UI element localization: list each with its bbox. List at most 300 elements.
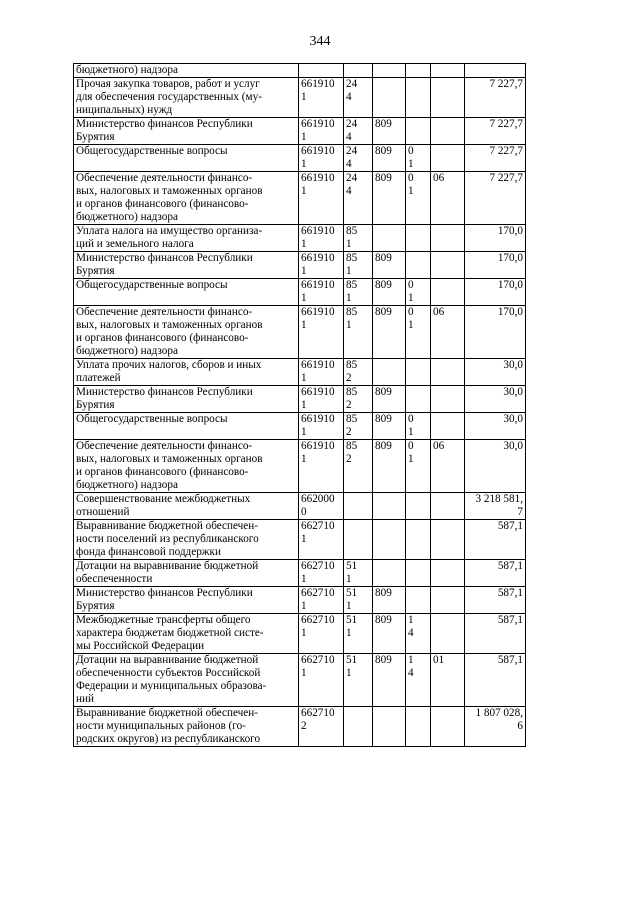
cell-section xyxy=(406,118,431,145)
cell-administrator xyxy=(373,587,406,614)
cell-text-line: 661910 xyxy=(301,252,335,264)
cell-text-line: Министерство финансов Республики xyxy=(76,252,253,264)
table-row xyxy=(74,172,526,225)
cell-text-line: 24 xyxy=(346,78,358,90)
cell-text-line: 661910 xyxy=(301,225,335,237)
cell-text-line: 1 xyxy=(408,614,414,626)
cell-text-line: 6 xyxy=(517,720,523,732)
cell-text-line: 24 xyxy=(346,172,358,184)
cell-section xyxy=(406,252,431,279)
cell-amount xyxy=(465,359,526,386)
cell-text-line: 170,0 xyxy=(497,252,523,264)
cell-subsection xyxy=(431,413,465,440)
cell-text-line: 2 xyxy=(346,399,352,411)
cell-target-article xyxy=(299,493,344,520)
cell-text-line: 24 xyxy=(346,145,358,157)
cell-target-article xyxy=(299,225,344,252)
cell-target-article xyxy=(299,252,344,279)
cell-text-line: 1 xyxy=(408,185,414,197)
cell-name xyxy=(74,145,299,172)
cell-subsection xyxy=(431,440,465,493)
cell-target-article xyxy=(299,440,344,493)
cell-text-line: Уплата прочих налогов, сборов и иных xyxy=(76,359,262,371)
cell-text-line: 661910 xyxy=(301,172,335,184)
cell-administrator xyxy=(373,279,406,306)
cell-text-line: 1 xyxy=(301,131,307,143)
cell-text-line: 85 xyxy=(346,279,358,291)
cell-expense-type xyxy=(344,78,373,118)
cell-amount xyxy=(465,145,526,172)
cell-expense-type xyxy=(344,587,373,614)
cell-administrator xyxy=(373,359,406,386)
table-row xyxy=(74,225,526,252)
cell-administrator xyxy=(373,78,406,118)
cell-text-line: и органов финансового (финансово- xyxy=(76,198,249,210)
cell-text-line: и органов финансового (финансово- xyxy=(76,332,249,344)
cell-text-line: 1 xyxy=(301,399,307,411)
cell-subsection xyxy=(431,654,465,707)
table-row xyxy=(74,279,526,306)
cell-expense-type xyxy=(344,413,373,440)
cell-expense-type xyxy=(344,707,373,747)
cell-section xyxy=(406,707,431,747)
cell-text-line: Дотации на выравнивание бюджетной xyxy=(76,560,259,572)
cell-text-line: 01 xyxy=(433,654,445,666)
table-row xyxy=(74,359,526,386)
cell-text-line: 1 xyxy=(301,627,307,639)
cell-text-line: 30,0 xyxy=(503,386,523,398)
cell-text-line: Межбюджетные трансферты общего xyxy=(76,614,251,626)
cell-text-line: 0 xyxy=(408,440,414,452)
cell-text-line: 1 xyxy=(408,426,414,438)
cell-section xyxy=(406,78,431,118)
cell-text-line: Бурятия xyxy=(76,265,115,277)
cell-name xyxy=(74,225,299,252)
cell-target-article xyxy=(299,520,344,560)
cell-text-line: мы Российской Федерации xyxy=(76,640,205,652)
cell-section xyxy=(406,225,431,252)
cell-text-line: 3 218 581, xyxy=(475,493,523,505)
page-number: 344 xyxy=(309,34,331,49)
cell-text-line: 662710 xyxy=(301,614,335,626)
cell-text-line: 1 xyxy=(301,292,307,304)
cell-text-line: 1 xyxy=(301,667,307,679)
cell-subsection xyxy=(431,587,465,614)
cell-subsection xyxy=(431,560,465,587)
cell-expense-type xyxy=(344,654,373,707)
cell-text-line: 1 xyxy=(346,265,352,277)
cell-text-line: 0 xyxy=(408,279,414,291)
table-row xyxy=(74,78,526,118)
cell-text-line: 06 xyxy=(433,440,445,452)
cell-text-line: 809 xyxy=(375,172,392,184)
cell-text-line: 85 xyxy=(346,306,358,318)
cell-text-line: 1 xyxy=(301,426,307,438)
cell-amount xyxy=(465,654,526,707)
cell-text-line: 0 xyxy=(408,306,414,318)
cell-text-line: обеспеченности субъектов Российской xyxy=(76,667,261,679)
cell-text-line: 51 xyxy=(346,560,358,572)
cell-section xyxy=(406,440,431,493)
cell-target-article xyxy=(299,145,344,172)
cell-expense-type xyxy=(344,252,373,279)
cell-target-article xyxy=(299,359,344,386)
cell-name xyxy=(74,386,299,413)
cell-text-line: и органов финансового (финансово- xyxy=(76,466,249,478)
cell-text-line: 2 xyxy=(346,453,352,465)
cell-text-line: бюджетного) надзора xyxy=(76,211,178,223)
cell-text-line: 1 xyxy=(346,292,352,304)
cell-text-line: 662710 xyxy=(301,707,335,719)
cell-text-line: 1 xyxy=(346,627,352,639)
cell-target-article xyxy=(299,78,344,118)
cell-name xyxy=(74,78,299,118)
cell-target-article xyxy=(299,654,344,707)
cell-name xyxy=(74,493,299,520)
cell-subsection xyxy=(431,707,465,747)
cell-subsection xyxy=(431,172,465,225)
cell-name xyxy=(74,587,299,614)
cell-section xyxy=(406,493,431,520)
cell-text-line: 809 xyxy=(375,386,392,398)
cell-text-line: 7 227,7 xyxy=(489,78,523,90)
cell-text-line: ний xyxy=(76,693,94,705)
cell-text-line: 06 xyxy=(433,306,445,318)
cell-text-line: 661910 xyxy=(301,306,335,318)
budget-table xyxy=(73,63,526,747)
cell-administrator xyxy=(373,654,406,707)
table-row xyxy=(74,654,526,707)
cell-text-line: Дотации на выравнивание бюджетной xyxy=(76,654,259,666)
cell-section xyxy=(406,359,431,386)
cell-amount xyxy=(465,252,526,279)
cell-administrator xyxy=(373,440,406,493)
cell-text-line: 1 xyxy=(301,600,307,612)
cell-text-line: родских округов) из республиканского xyxy=(76,733,261,745)
cell-subsection xyxy=(431,386,465,413)
cell-target-article xyxy=(299,172,344,225)
cell-section xyxy=(406,145,431,172)
cell-name xyxy=(74,440,299,493)
cell-expense-type xyxy=(344,279,373,306)
cell-text-line: 809 xyxy=(375,279,392,291)
cell-expense-type xyxy=(344,225,373,252)
cell-subsection xyxy=(431,225,465,252)
cell-administrator xyxy=(373,306,406,359)
cell-amount xyxy=(465,306,526,359)
cell-text-line: 662710 xyxy=(301,654,335,666)
cell-text-line: 06 xyxy=(433,172,445,184)
cell-text-line: 1 xyxy=(301,573,307,585)
cell-administrator xyxy=(373,560,406,587)
cell-text-line: 1 xyxy=(301,238,307,250)
cell-text-line: 2 xyxy=(346,372,352,384)
cell-text-line: 1 xyxy=(408,158,414,170)
cell-text-line: 587,1 xyxy=(497,587,523,599)
cell-subsection xyxy=(431,493,465,520)
cell-text-line: 809 xyxy=(375,145,392,157)
table-row xyxy=(74,707,526,747)
table-row xyxy=(74,64,526,78)
cell-text-line: 85 xyxy=(346,359,358,371)
cell-text-line: 1 xyxy=(301,533,307,545)
cell-name xyxy=(74,614,299,654)
cell-section xyxy=(406,587,431,614)
cell-name xyxy=(74,707,299,747)
cell-text-line: фонда финансовой поддержки xyxy=(76,546,221,558)
table-row xyxy=(74,252,526,279)
cell-amount xyxy=(465,560,526,587)
cell-subsection xyxy=(431,279,465,306)
cell-text-line: Федерации и муниципальных образова- xyxy=(76,680,267,692)
cell-text-line: 0 xyxy=(301,506,307,518)
cell-amount xyxy=(465,493,526,520)
cell-text-line: 4 xyxy=(346,131,352,143)
cell-text-line: 0 xyxy=(408,413,414,425)
cell-text-line: 85 xyxy=(346,252,358,264)
table-row xyxy=(74,440,526,493)
cell-text-line: 7 227,7 xyxy=(489,172,523,184)
cell-text-line: 587,1 xyxy=(497,520,523,532)
cell-amount xyxy=(465,520,526,560)
table-row xyxy=(74,520,526,560)
cell-target-article xyxy=(299,279,344,306)
cell-text-line: ниципальных) нужд xyxy=(76,104,173,116)
cell-text-line: Министерство финансов Республики xyxy=(76,386,253,398)
cell-text-line: 1 xyxy=(301,91,307,103)
cell-text-line: 661910 xyxy=(301,279,335,291)
cell-text-line: 1 xyxy=(301,453,307,465)
cell-section xyxy=(406,520,431,560)
cell-section xyxy=(406,560,431,587)
cell-text-line: 4 xyxy=(408,667,414,679)
cell-amount xyxy=(465,440,526,493)
cell-section xyxy=(406,306,431,359)
cell-expense-type xyxy=(344,386,373,413)
cell-text-line: Совершенствование межбюджетных xyxy=(76,493,251,505)
cell-text-line: 661910 xyxy=(301,118,335,130)
table-row xyxy=(74,587,526,614)
budget-table-body xyxy=(74,64,526,747)
cell-text-line: характера бюджетам бюджетной систе- xyxy=(76,627,264,639)
cell-text-line: 170,0 xyxy=(497,279,523,291)
cell-subsection xyxy=(431,78,465,118)
cell-section xyxy=(406,386,431,413)
cell-text-line: 4 xyxy=(346,185,352,197)
cell-administrator xyxy=(373,145,406,172)
cell-text-line: 661910 xyxy=(301,440,335,452)
cell-administrator xyxy=(373,614,406,654)
cell-subsection xyxy=(431,306,465,359)
cell-target-article xyxy=(299,614,344,654)
cell-amount xyxy=(465,587,526,614)
cell-text-line: Общегосударственные вопросы xyxy=(76,145,228,157)
cell-text-line: 661910 xyxy=(301,359,335,371)
cell-subsection xyxy=(431,520,465,560)
cell-text-line: 85 xyxy=(346,440,358,452)
cell-text-line: 809 xyxy=(375,118,392,130)
cell-text-line: 0 xyxy=(408,145,414,157)
cell-text-line: 1 xyxy=(346,238,352,250)
cell-amount xyxy=(465,172,526,225)
cell-text-line: Общегосударственные вопросы xyxy=(76,413,228,425)
cell-text-line: 7 xyxy=(517,506,523,518)
cell-name xyxy=(74,413,299,440)
cell-text-line: 2 xyxy=(346,426,352,438)
cell-text-line: 85 xyxy=(346,225,358,237)
table-row xyxy=(74,560,526,587)
cell-target-article xyxy=(299,560,344,587)
cell-target-article xyxy=(299,118,344,145)
cell-administrator xyxy=(373,118,406,145)
cell-text-line: вых, налоговых и таможенных органов xyxy=(76,185,263,197)
cell-text-line: Выравнивание бюджетной обеспечен- xyxy=(76,707,258,719)
cell-section xyxy=(406,654,431,707)
cell-text-line: Бурятия xyxy=(76,131,115,143)
cell-name xyxy=(74,64,299,78)
cell-text-line: 661910 xyxy=(301,413,335,425)
cell-text-line: 51 xyxy=(346,587,358,599)
cell-text-line: 7 227,7 xyxy=(489,118,523,130)
cell-target-article xyxy=(299,306,344,359)
cell-amount xyxy=(465,225,526,252)
cell-expense-type xyxy=(344,440,373,493)
cell-text-line: 85 xyxy=(346,413,358,425)
cell-name xyxy=(74,520,299,560)
cell-text-line: 661910 xyxy=(301,78,335,90)
cell-administrator xyxy=(373,520,406,560)
cell-text-line: 51 xyxy=(346,614,358,626)
cell-expense-type xyxy=(344,493,373,520)
table-row xyxy=(74,145,526,172)
cell-text-line: 30,0 xyxy=(503,413,523,425)
cell-text-line: 587,1 xyxy=(497,654,523,666)
cell-expense-type xyxy=(344,359,373,386)
table-row xyxy=(74,614,526,654)
cell-section xyxy=(406,64,431,78)
cell-text-line: 662710 xyxy=(301,560,335,572)
cell-text-line: 1 xyxy=(408,319,414,331)
cell-name xyxy=(74,252,299,279)
cell-section xyxy=(406,172,431,225)
cell-text-line: 1 xyxy=(301,158,307,170)
cell-text-line: 809 xyxy=(375,440,392,452)
cell-text-line: Обеспечение деятельности финансо- xyxy=(76,440,253,452)
cell-text-line: 1 xyxy=(408,453,414,465)
cell-text-line: 662710 xyxy=(301,587,335,599)
cell-expense-type xyxy=(344,118,373,145)
cell-text-line: Прочая закупка товаров, работ и услуг xyxy=(76,78,260,90)
cell-subsection xyxy=(431,359,465,386)
cell-amount xyxy=(465,707,526,747)
cell-text-line: ций и земельного налога xyxy=(76,238,194,250)
cell-text-line: вых, налоговых и таможенных органов xyxy=(76,453,263,465)
cell-target-article xyxy=(299,707,344,747)
cell-administrator xyxy=(373,493,406,520)
cell-text-line: Министерство финансов Республики xyxy=(76,587,253,599)
cell-target-article xyxy=(299,413,344,440)
cell-text-line: отношений xyxy=(76,506,130,518)
cell-section xyxy=(406,614,431,654)
cell-text-line: 7 227,7 xyxy=(489,145,523,157)
table-row xyxy=(74,386,526,413)
cell-text-line: платежей xyxy=(76,372,121,384)
cell-text-line: Обеспечение деятельности финансо- xyxy=(76,306,253,318)
cell-text-line: 1 xyxy=(301,185,307,197)
cell-text-line: 1 xyxy=(346,600,352,612)
cell-text-line: 809 xyxy=(375,654,392,666)
cell-text-line: 662000 xyxy=(301,493,335,505)
cell-expense-type xyxy=(344,520,373,560)
cell-text-line: бюджетного) надзора xyxy=(76,479,178,491)
cell-text-line: 1 xyxy=(408,654,414,666)
cell-text-line: 85 xyxy=(346,386,358,398)
cell-text-line: 1 xyxy=(346,573,352,585)
cell-text-line: Бурятия xyxy=(76,399,115,411)
cell-text-line: 587,1 xyxy=(497,614,523,626)
cell-administrator xyxy=(373,707,406,747)
cell-subsection xyxy=(431,64,465,78)
cell-text-line: бюджетного) надзора xyxy=(76,345,178,357)
cell-expense-type xyxy=(344,560,373,587)
cell-text-line: 809 xyxy=(375,587,392,599)
cell-amount xyxy=(465,78,526,118)
cell-text-line: 4 xyxy=(346,91,352,103)
cell-administrator xyxy=(373,413,406,440)
cell-text-line: для обеспечения государственных (му- xyxy=(76,91,262,103)
cell-text-line: Выравнивание бюджетной обеспечен- xyxy=(76,520,258,532)
cell-text-line: Министерство финансов Республики xyxy=(76,118,253,130)
cell-subsection xyxy=(431,614,465,654)
cell-text-line: 661910 xyxy=(301,145,335,157)
cell-administrator xyxy=(373,172,406,225)
cell-subsection xyxy=(431,145,465,172)
cell-text-line: 587,1 xyxy=(497,560,523,572)
cell-text-line: 809 xyxy=(375,614,392,626)
cell-amount xyxy=(465,413,526,440)
cell-target-article xyxy=(299,587,344,614)
cell-administrator xyxy=(373,225,406,252)
cell-text-line: бюджетного) надзора xyxy=(76,64,178,76)
cell-text-line: 1 xyxy=(408,292,414,304)
cell-text-line: 30,0 xyxy=(503,359,523,371)
cell-text-line: 4 xyxy=(408,627,414,639)
cell-text-line: Обеспечение деятельности финансо- xyxy=(76,172,253,184)
cell-name xyxy=(74,118,299,145)
cell-administrator xyxy=(373,252,406,279)
cell-text-line: 24 xyxy=(346,118,358,130)
table-row xyxy=(74,118,526,145)
cell-section xyxy=(406,279,431,306)
cell-text-line: 809 xyxy=(375,306,392,318)
cell-text-line: ности поселений из республиканского xyxy=(76,533,259,545)
cell-text-line: 1 xyxy=(301,265,307,277)
cell-text-line: ности муниципальных районов (го- xyxy=(76,720,246,732)
cell-expense-type xyxy=(344,145,373,172)
cell-administrator xyxy=(373,386,406,413)
cell-text-line: 1 xyxy=(346,319,352,331)
cell-text-line: 2 xyxy=(301,720,307,732)
cell-name xyxy=(74,654,299,707)
cell-text-line: 1 xyxy=(301,319,307,331)
table-row xyxy=(74,306,526,359)
cell-expense-type xyxy=(344,614,373,654)
cell-expense-type xyxy=(344,64,373,78)
cell-subsection xyxy=(431,118,465,145)
cell-section xyxy=(406,413,431,440)
cell-subsection xyxy=(431,252,465,279)
cell-target-article xyxy=(299,386,344,413)
